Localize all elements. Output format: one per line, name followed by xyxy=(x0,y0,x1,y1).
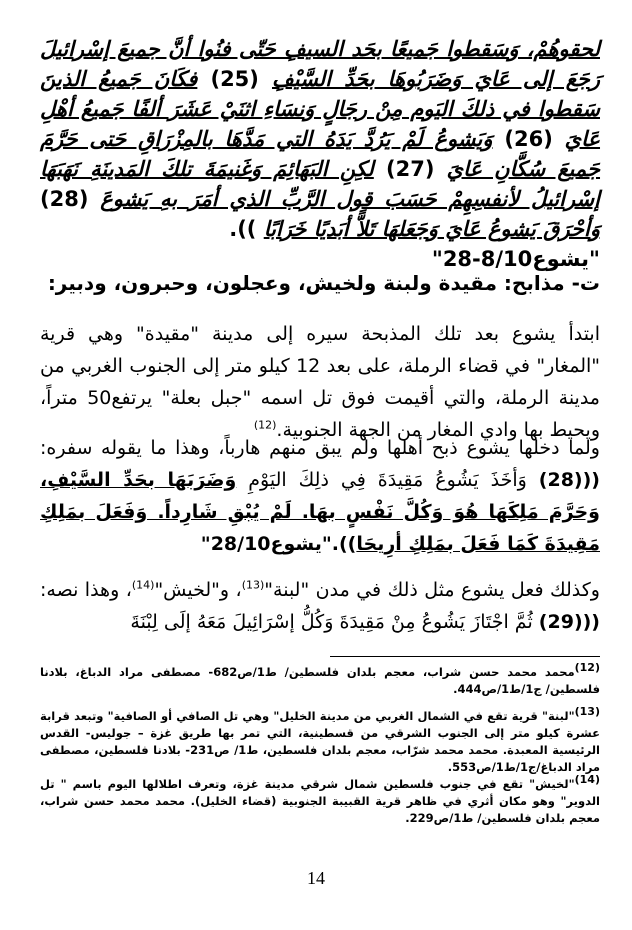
scripture-verse-28: وَأحْرَقَ يَشوعُ عَايَ وَجَعَلهَا تَلاًّ أبَديًا خَرَابًا xyxy=(263,217,600,241)
paragraph-libnah-text-2: ، و"لخيش" xyxy=(154,579,242,601)
footnote-number: (12) xyxy=(574,661,600,675)
footnote-text: محمد محمد حسن شراب، معجم بلدان فلسطين/ ط1/ص682- مصطفى مراد الدباغ، بلادنا فلسطين/ ج1/ط1/ص444. xyxy=(40,665,600,696)
paragraph-conquest xyxy=(40,432,600,560)
footnote-number: (13) xyxy=(574,705,600,719)
verse-number-25: (25) xyxy=(210,67,259,91)
paragraph-conquest-intro: ولما دخلها يشوع ذبح أهلها ولم يبق منهم هارباً، وهذا ما يقوله سفره: xyxy=(40,437,600,459)
verse-number-29: (29) xyxy=(538,611,583,633)
quote-close: )). xyxy=(331,533,357,555)
paragraph-libnah-text-3: ، وهذا نصه: xyxy=(40,579,132,601)
footnote-number: (14) xyxy=(574,773,600,787)
scripture-verse-27: لكِنِ البَهَائِمَ وَغَنيمَةَ تلكَ المَدينَةِ نَهَبَهَا إسْرائيلُ لأنفسِهِمْ حَسَبَ قول الرَّبِّ الذي أمَرَ بهِ يَشوعَ xyxy=(40,157,600,211)
footnote-13 xyxy=(40,705,600,776)
paragraph-maqedah xyxy=(40,318,600,446)
scripture-reference: "يشوع8/10-28" xyxy=(431,247,600,271)
quote-text-2: وَضَرَبَهَا بحَدِّ السَّيْفِ، وَحَرَّمَ مَلِكَهَا هُوَ وَكُلَّ نَفْسٍ بهَا. لَمْ يُبْقِ شَارِداً. وَفَعَلَ بمَلِكِ مَقِيدَةَ كَمَا فَعَلَ بمَلِكِ أرِيحَا xyxy=(40,469,600,555)
paragraph-libnah-text-1: وكذلك فعل يشوع مثل ذلك في مدن "لبنة" xyxy=(264,579,600,601)
verse-number-28b: (28) xyxy=(538,469,583,491)
scripture-verse-25: فكَانَ جَميعُ الذينَ سَقطوا في ذلكَ اليَوم مِنْ رجَالٍ وَنسَاءِ اثنَيْ عَشَرَ ألفًا جَميعُ أهْلِ عَايَ xyxy=(40,67,601,151)
verse-number-26: (26) xyxy=(504,127,553,151)
footnote-ref-13: (13) xyxy=(241,578,265,592)
footnote-text: "لخيش" تقع في جنوب فلسطين شمال شرقي مدينة غزة، وتعرف اطلالها اليوم باسم " تل الدوير" وهو مكان أثري في ظاهر قرية القبيبة الجنوبية (قضاء الخليل). محمد محمد حسن شراب، معجم بلدان فلسطين/ ط1/ص229. xyxy=(40,777,600,825)
quote-open-2: (( xyxy=(582,611,600,633)
page-number: 14 xyxy=(307,868,325,888)
quote-open: (( xyxy=(582,469,600,491)
footnote-text: "لبنة" قرية تقع في الشمال الغربي من مدينة الخليل" وهي تل الصافي أو الصافية" وتبعد قرابة عشرة كيلو متر إلى الجنوب الشرقي من قسطينية، التي تمر بها طريق غزة – جوليس- القدس الرئيسية المعبدة. محمد محمد شرّاب، معجم بلدان فلسطين، ط1/ ص231- بلادنا فلسطين، مصطفى مراد الدباغ/ج1/ط1/ص553. xyxy=(40,709,600,774)
scripture-quote xyxy=(40,34,600,274)
scripture-verse-24: لحقوهُمْ، وَسَقطوا جَميعًا بحَد السيفِ حَتّى فنُوا أنَّ جميعَ إسْرائيلَ رَجَعَ إلى عَايَ وَضَرَبُوهَا بحَدِّ السَّيْفِ xyxy=(40,37,601,91)
footnote-14 xyxy=(40,773,600,827)
footnote-ref-14: (14) xyxy=(131,578,155,592)
quote-text-29: ثُمَّ اجْتَازَ يَشُوعُ مِنْ مَقِيدَةَ وَكُلُّ إسْرَائِيلَ مَعَهُ إلَى لِبْنَةَ xyxy=(130,611,533,633)
paragraph-libnah xyxy=(40,574,600,638)
section-heading: ت- مذابح: مقيدة ولبنة ولخيش، وعجلون، وحبرون، ودبير: xyxy=(47,271,600,295)
scripture-verse-26: وَيَشوعُ لَمْ يَرُدَّ يَدَهُ التي مَدَّهَا بالمِزْرَاقِ حَتى حَرَّمَ جَميعَ سُكَّانِ عَايَ xyxy=(40,127,601,181)
footnote-12 xyxy=(40,661,600,698)
verse-number-28: (28) xyxy=(40,187,89,211)
footnote-ref-12: (12) xyxy=(253,418,277,432)
quote-text-1: وَأخَذَ يَشُوعُ مَقِيدَةَ فِي ذلِكَ اليَوْمِ xyxy=(248,469,527,491)
scripture-close: )). xyxy=(229,217,257,241)
footnote-divider xyxy=(330,656,600,657)
quote-reference: "يشوع28/10" xyxy=(200,533,332,555)
paragraph-maqedah-text: ابتدأ يشوع بعد تلك المذبحة سيره إلى مدينة "مقيدة" وهي قرية "المغار" في قضاء الرملة، على بعد 12 كيلو متر إلى الجنوب الغربي من مدينة الرملة، والتي أقيمت فوق تل اسمه "جبل بعلة" يرتفع50 متراً، ويحيط بها وادي المغار من الجهة الجنوبية. xyxy=(40,323,600,441)
verse-number-27: (27) xyxy=(386,157,435,181)
